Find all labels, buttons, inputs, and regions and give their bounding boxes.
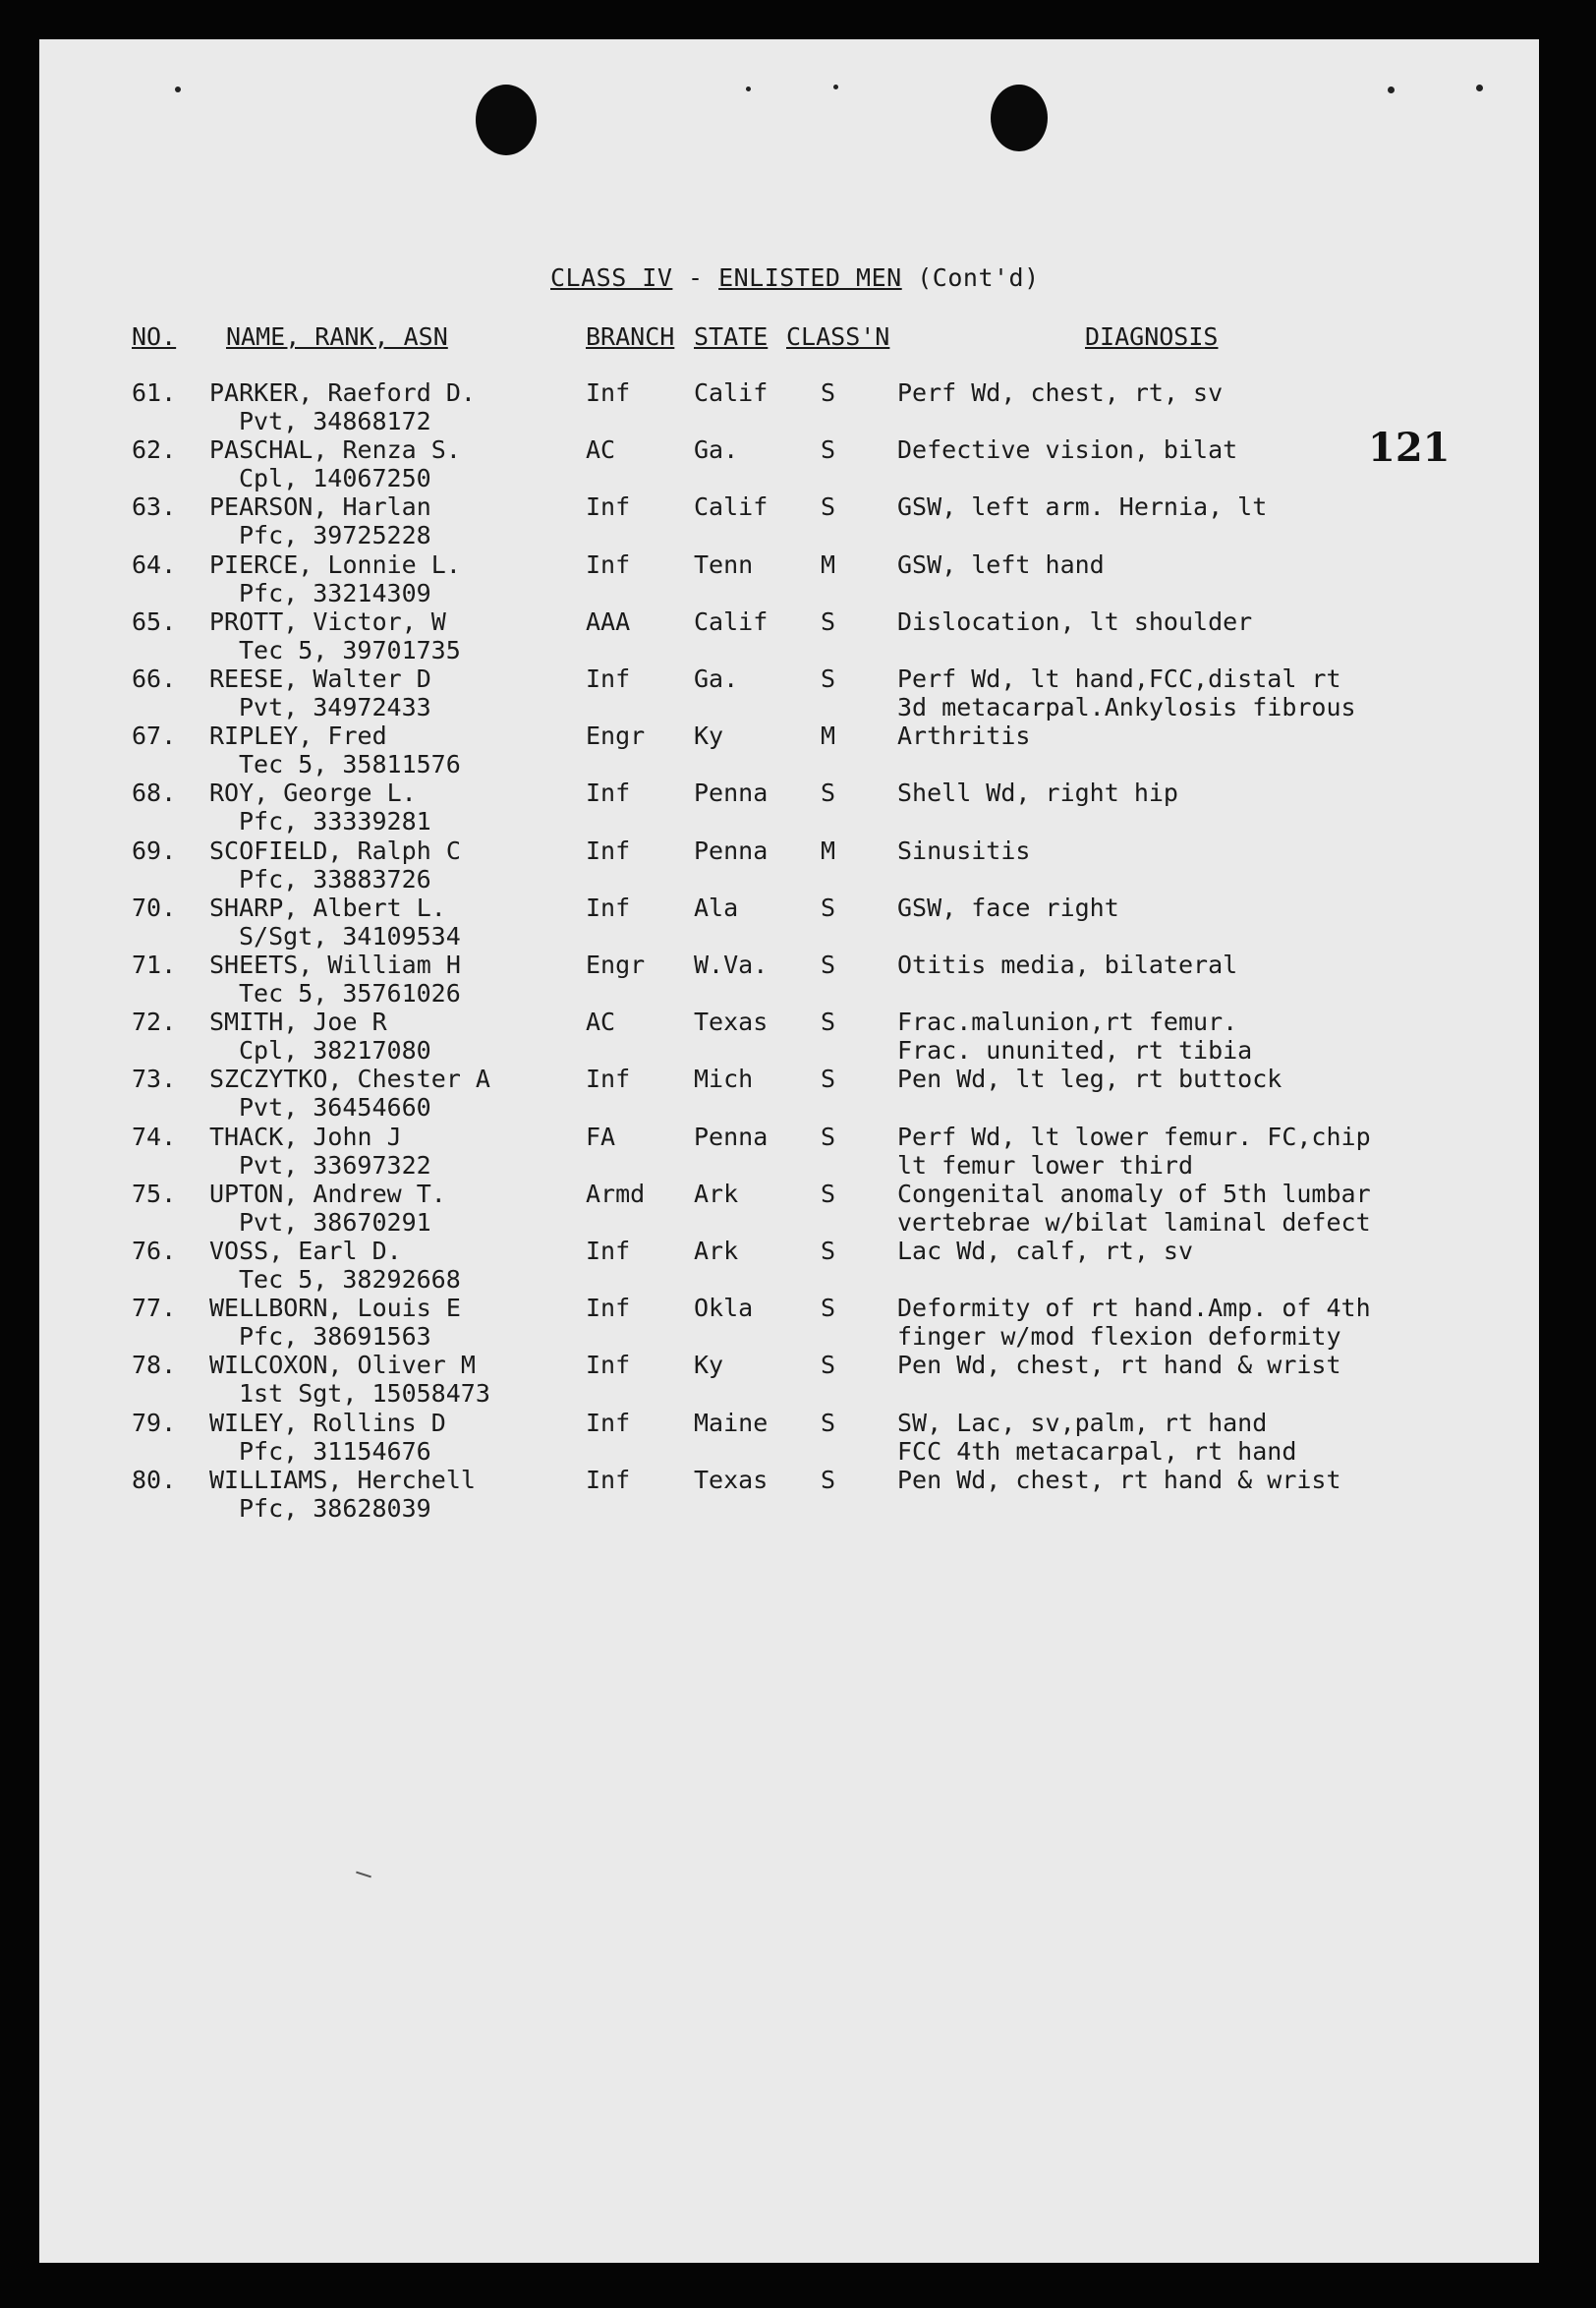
table-row bbox=[39, 1123, 1539, 1180]
soldier-name: THACK, John J bbox=[209, 1122, 402, 1151]
soldier-name: WELLBORN, Louis E bbox=[209, 1294, 461, 1323]
classification: S bbox=[821, 378, 836, 407]
row-number: 79. bbox=[132, 1408, 177, 1437]
branch: Inf bbox=[586, 1237, 631, 1265]
branch: Armd bbox=[586, 1179, 646, 1208]
classification: M bbox=[821, 721, 836, 751]
state: Maine bbox=[694, 1408, 769, 1437]
state: Calif bbox=[694, 492, 769, 522]
row-number: 68. bbox=[132, 779, 177, 808]
header-diagnosis: DIAGNOSIS bbox=[1085, 322, 1219, 351]
table-row bbox=[39, 607, 1539, 664]
diagnosis-continued: FCC 4th metacarpal, rt hand bbox=[897, 1436, 1297, 1466]
speck bbox=[1476, 85, 1483, 91]
soldier-name: PROTT, Victor, W bbox=[209, 606, 446, 636]
header-name: NAME, RANK, ASN bbox=[226, 322, 448, 351]
diagnosis-continued: vertebrae w/bilat laminal defect bbox=[897, 1207, 1371, 1237]
classification: S bbox=[821, 779, 836, 808]
row-number: 72. bbox=[132, 1008, 177, 1037]
classification: S bbox=[821, 664, 836, 693]
diagnosis-continued: finger w/mod flexion deformity bbox=[897, 1322, 1341, 1352]
diagnosis: GSW, face right bbox=[897, 893, 1119, 922]
rank-asn: Pfc, 39725228 bbox=[239, 521, 431, 550]
branch: Engr bbox=[586, 721, 646, 751]
soldier-name: PIERCE, Lonnie L. bbox=[209, 549, 461, 579]
row-number: 67. bbox=[132, 721, 177, 751]
diagnosis: Pen Wd, chest, rt hand & wrist bbox=[897, 1465, 1341, 1494]
state: Texas bbox=[694, 1008, 769, 1037]
diagnosis: Sinusitis bbox=[897, 836, 1031, 865]
state: Calif bbox=[694, 606, 769, 636]
soldier-name: VOSS, Earl D. bbox=[209, 1237, 402, 1265]
rank-asn: Tec 5, 35761026 bbox=[239, 979, 461, 1008]
table-row bbox=[39, 1351, 1539, 1408]
branch: Inf bbox=[586, 1351, 631, 1380]
diagnosis-continued: Frac. ununited, rt tibia bbox=[897, 1036, 1253, 1066]
rank-asn: Pfc, 31154676 bbox=[239, 1436, 431, 1466]
title-separator: - bbox=[672, 263, 719, 292]
row-number: 64. bbox=[132, 549, 177, 579]
soldier-name: SMITH, Joe R bbox=[209, 1008, 387, 1037]
diagnosis: Frac.malunion,rt femur. bbox=[897, 1008, 1238, 1037]
table-row bbox=[39, 550, 1539, 607]
state: Ga. bbox=[694, 664, 739, 693]
classification: S bbox=[821, 1351, 836, 1380]
table-row bbox=[39, 1237, 1539, 1294]
rank-asn: Tec 5, 39701735 bbox=[239, 635, 461, 664]
branch: Inf bbox=[586, 549, 631, 579]
speck bbox=[746, 87, 751, 91]
classification: M bbox=[821, 549, 836, 579]
rank-asn: Pfc, 33214309 bbox=[239, 578, 431, 607]
state: Ky bbox=[694, 1351, 724, 1380]
classification: S bbox=[821, 951, 836, 979]
table-row bbox=[39, 1180, 1539, 1237]
table-row bbox=[39, 492, 1539, 549]
row-number: 70. bbox=[132, 893, 177, 922]
branch: Inf bbox=[586, 836, 631, 865]
table-row bbox=[39, 1466, 1539, 1523]
row-number: 65. bbox=[132, 606, 177, 636]
soldier-name: RIPLEY, Fred bbox=[209, 721, 387, 751]
row-number: 78. bbox=[132, 1351, 177, 1380]
table-row bbox=[39, 721, 1539, 779]
diagnosis: Deformity of rt hand.Amp. of 4th bbox=[897, 1294, 1371, 1323]
branch: Inf bbox=[586, 1465, 631, 1494]
state: Okla bbox=[694, 1294, 754, 1323]
row-number: 80. bbox=[132, 1465, 177, 1494]
page-number: 121 bbox=[1368, 425, 1451, 471]
row-number: 77. bbox=[132, 1294, 177, 1323]
rank-asn: Pfc, 33883726 bbox=[239, 864, 431, 894]
classification: S bbox=[821, 435, 836, 465]
branch: Inf bbox=[586, 664, 631, 693]
state: Ga. bbox=[694, 435, 739, 465]
diagnosis-continued: 3d metacarpal.Ankylosis fibrous bbox=[897, 693, 1356, 721]
document-page bbox=[39, 39, 1539, 2263]
classification: S bbox=[821, 1237, 836, 1265]
branch: AC bbox=[586, 435, 616, 465]
rank-asn: Pfc, 33339281 bbox=[239, 807, 431, 837]
diagnosis: GSW, left arm. Hernia, lt bbox=[897, 492, 1268, 522]
punch-hole-right bbox=[991, 85, 1048, 151]
diagnosis: GSW, left hand bbox=[897, 549, 1105, 579]
soldier-name: SHARP, Albert L. bbox=[209, 893, 446, 922]
soldier-name: ROY, George L. bbox=[209, 779, 417, 808]
rank-asn: Pfc, 38691563 bbox=[239, 1322, 431, 1352]
table-row bbox=[39, 435, 1539, 492]
row-number: 73. bbox=[132, 1065, 177, 1094]
rank-asn: Pfc, 38628039 bbox=[239, 1493, 431, 1523]
soldier-name: REESE, Walter D bbox=[209, 664, 431, 693]
soldier-name: WILLIAMS, Herchell bbox=[209, 1465, 476, 1494]
diagnosis: SW, Lac, sv,palm, rt hand bbox=[897, 1408, 1268, 1437]
rank-asn: Pvt, 34868172 bbox=[239, 407, 431, 435]
classification: S bbox=[821, 1294, 836, 1323]
branch: Inf bbox=[586, 893, 631, 922]
punch-hole-left bbox=[476, 85, 537, 155]
stray-mark bbox=[356, 1872, 371, 1878]
diagnosis: Pen Wd, chest, rt hand & wrist bbox=[897, 1351, 1341, 1380]
state: Ky bbox=[694, 721, 724, 751]
diagnosis: Perf Wd, chest, rt, sv bbox=[897, 378, 1224, 407]
speck bbox=[175, 87, 181, 92]
diagnosis: Perf Wd, lt lower femur. FC,chip bbox=[897, 1122, 1371, 1151]
diagnosis: Perf Wd, lt hand,FCC,distal rt bbox=[897, 664, 1341, 693]
state: Calif bbox=[694, 378, 769, 407]
diagnosis: Shell Wd, right hip bbox=[897, 779, 1178, 808]
soldier-name: WILCOXON, Oliver M bbox=[209, 1351, 476, 1380]
header-no: NO. bbox=[132, 322, 177, 351]
row-number: 74. bbox=[132, 1122, 177, 1151]
classification: S bbox=[821, 1465, 836, 1494]
branch: AC bbox=[586, 1008, 616, 1037]
header-class: CLASS'N bbox=[786, 322, 890, 351]
state: Penna bbox=[694, 1122, 769, 1151]
table-row bbox=[39, 664, 1539, 721]
classification: S bbox=[821, 1008, 836, 1037]
table-row bbox=[39, 1409, 1539, 1466]
branch: Inf bbox=[586, 1065, 631, 1094]
state: Penna bbox=[694, 836, 769, 865]
classification: S bbox=[821, 893, 836, 922]
diagnosis: Lac Wd, calf, rt, sv bbox=[897, 1237, 1194, 1265]
branch: FA bbox=[586, 1122, 616, 1151]
table-row bbox=[39, 894, 1539, 951]
row-number: 62. bbox=[132, 435, 177, 465]
soldier-name: WILEY, Rollins D bbox=[209, 1408, 446, 1437]
table-row bbox=[39, 837, 1539, 894]
classification: S bbox=[821, 1408, 836, 1437]
title-suffix: (Cont'd) bbox=[901, 263, 1040, 292]
rank-asn: Cpl, 38217080 bbox=[239, 1036, 431, 1066]
rank-asn: Tec 5, 35811576 bbox=[239, 750, 461, 779]
diagnosis: Dislocation, lt shoulder bbox=[897, 606, 1253, 636]
header-state: STATE bbox=[694, 322, 769, 351]
branch: AAA bbox=[586, 606, 631, 636]
row-number: 61. bbox=[132, 378, 177, 407]
branch: Inf bbox=[586, 1294, 631, 1323]
classification: S bbox=[821, 1122, 836, 1151]
header-branch: BRANCH bbox=[586, 322, 675, 351]
rank-asn: Pvt, 36454660 bbox=[239, 1093, 431, 1123]
rank-asn: Pvt, 38670291 bbox=[239, 1207, 431, 1237]
state: Texas bbox=[694, 1465, 769, 1494]
state: Penna bbox=[694, 779, 769, 808]
table-row bbox=[39, 951, 1539, 1008]
rank-asn: 1st Sgt, 15058473 bbox=[239, 1379, 490, 1409]
soldier-name: UPTON, Andrew T. bbox=[209, 1179, 446, 1208]
soldier-name: PASCHAL, Renza S. bbox=[209, 435, 461, 465]
row-number: 66. bbox=[132, 664, 177, 693]
title-class: CLASS IV bbox=[550, 263, 673, 292]
table-row bbox=[39, 779, 1539, 836]
speck bbox=[1388, 87, 1395, 93]
table-row bbox=[39, 1008, 1539, 1065]
soldier-name: SZCZYTKO, Chester A bbox=[209, 1065, 490, 1094]
table-row bbox=[39, 378, 1539, 435]
classification: M bbox=[821, 836, 836, 865]
diagnosis-continued: lt femur lower third bbox=[897, 1150, 1194, 1180]
table-row bbox=[39, 1294, 1539, 1351]
state: Ala bbox=[694, 893, 739, 922]
branch: Inf bbox=[586, 378, 631, 407]
rank-asn: Cpl, 14067250 bbox=[239, 464, 431, 493]
soldier-name: PEARSON, Harlan bbox=[209, 492, 431, 522]
branch: Engr bbox=[586, 951, 646, 979]
state: Tenn bbox=[694, 549, 754, 579]
state: W.Va. bbox=[694, 951, 769, 979]
soldier-name: SCOFIELD, Ralph C bbox=[209, 836, 461, 865]
diagnosis: Otitis media, bilateral bbox=[897, 951, 1238, 979]
classification: S bbox=[821, 1065, 836, 1094]
table-row bbox=[39, 1065, 1539, 1122]
state: Mich bbox=[694, 1065, 754, 1094]
soldier-name: SHEETS, William H bbox=[209, 951, 461, 979]
title-main: ENLISTED MEN bbox=[718, 263, 902, 292]
branch: Inf bbox=[586, 492, 631, 522]
rank-asn: Pvt, 33697322 bbox=[239, 1150, 431, 1180]
rank-asn: Tec 5, 38292668 bbox=[239, 1265, 461, 1294]
row-number: 71. bbox=[132, 951, 177, 979]
state: Ark bbox=[694, 1179, 739, 1208]
row-number: 69. bbox=[132, 836, 177, 865]
row-number: 63. bbox=[132, 492, 177, 522]
branch: Inf bbox=[586, 779, 631, 808]
speck bbox=[833, 85, 838, 89]
classification: S bbox=[821, 492, 836, 522]
soldier-name: PARKER, Raeford D. bbox=[209, 378, 476, 407]
classification: S bbox=[821, 606, 836, 636]
row-number: 76. bbox=[132, 1237, 177, 1265]
classification: S bbox=[821, 1179, 836, 1208]
diagnosis: Congenital anomaly of 5th lumbar bbox=[897, 1179, 1371, 1208]
state: Ark bbox=[694, 1237, 739, 1265]
diagnosis: Arthritis bbox=[897, 721, 1031, 751]
row-number: 75. bbox=[132, 1179, 177, 1208]
diagnosis: Defective vision, bilat bbox=[897, 435, 1238, 465]
page-title bbox=[550, 263, 1040, 292]
branch: Inf bbox=[586, 1408, 631, 1437]
rank-asn: S/Sgt, 34109534 bbox=[239, 921, 461, 951]
diagnosis: Pen Wd, lt leg, rt buttock bbox=[897, 1065, 1282, 1094]
rank-asn: Pvt, 34972433 bbox=[239, 693, 431, 721]
